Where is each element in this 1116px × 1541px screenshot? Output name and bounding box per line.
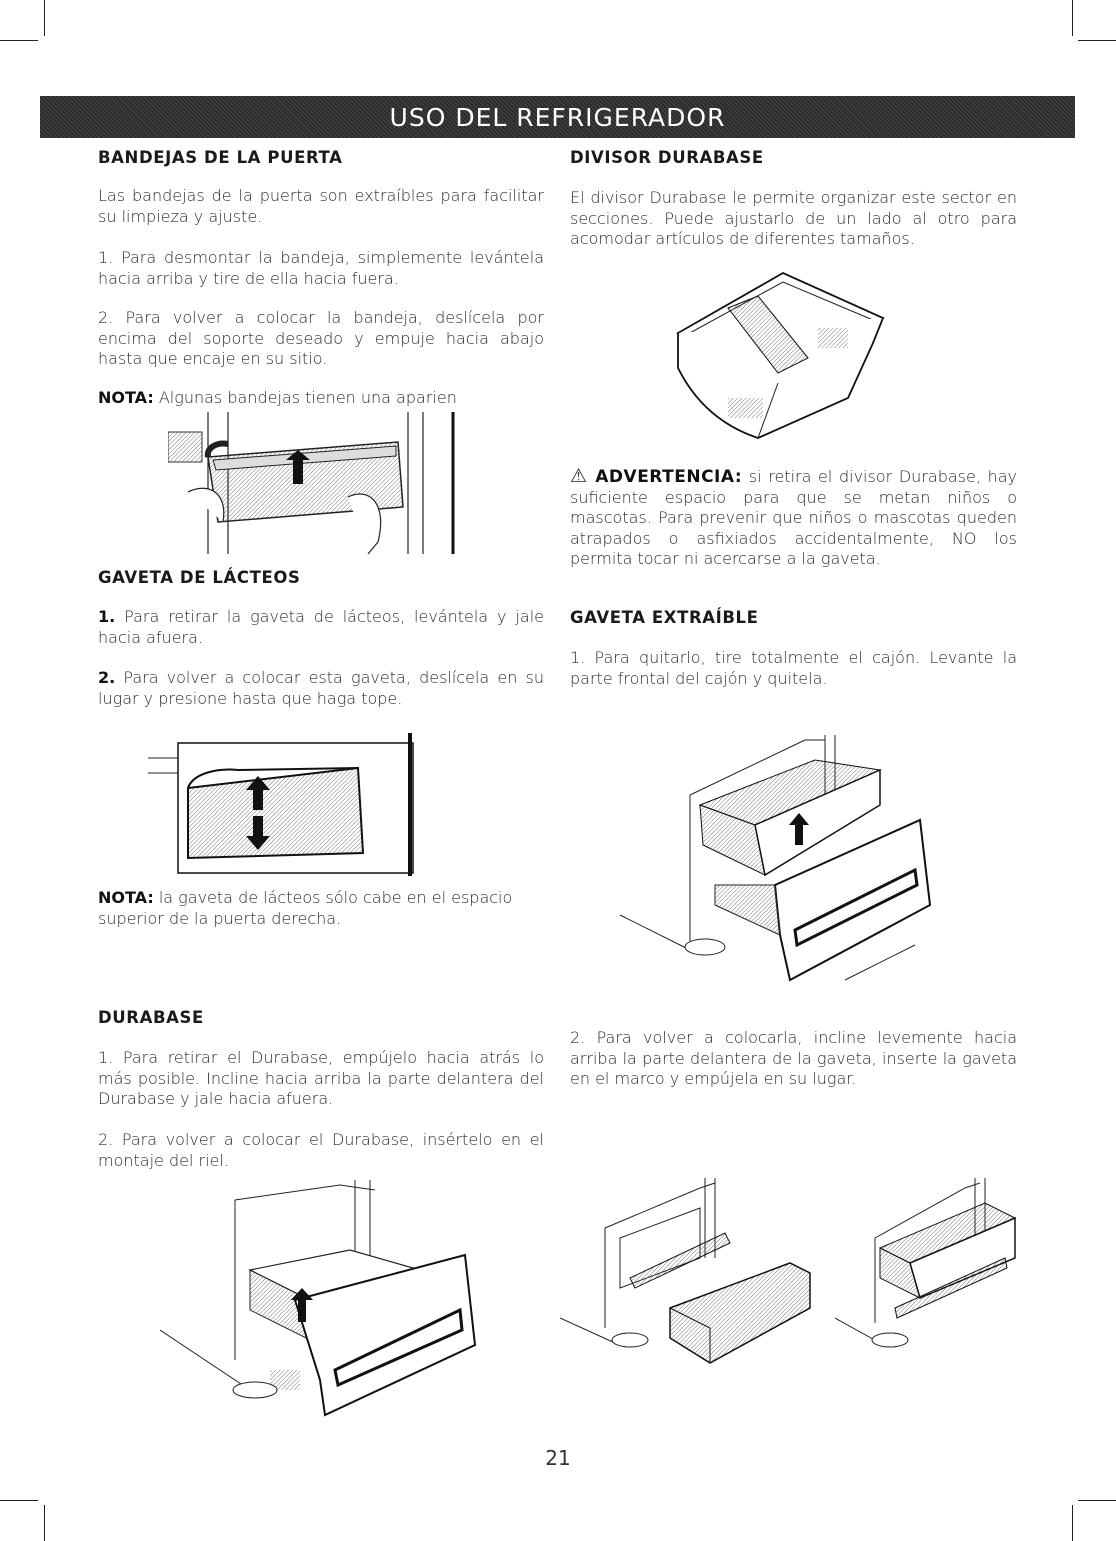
dairy-step1 [98, 607, 544, 648]
drawer-reinsert-figure-1 [560, 1178, 820, 1368]
drawer-step2: 2. Para volver a colocarla, incline levemente hacia arriba la parte delantera de la gaveta, inserte la gaveta en el marco y empújela en su lugar. [570, 1028, 1017, 1088]
door-bins-note [98, 388, 544, 409]
warning-icon: ⚠ [570, 465, 589, 487]
dairy-step2-num: 2. [98, 668, 116, 687]
durabase-step2: 2. Para volver a colocar el Durabase, insértelo en el montaje del riel. [98, 1130, 544, 1170]
dairy-heading: GAVETA DE LÁCTEOS [98, 568, 301, 587]
durabase-step1: 1. Para retirar el Durabase, empújelo hacia atrás lo más posible. Incline hacia arriba la parte delantera del Durabase y jale hacia afuera. [98, 1048, 544, 1108]
door-bins-step2: 2. Para volver a colocar la bandeja, deslícela por encima del soporte deseado y empuje hacia abajo hasta que encaje en su sitio. [98, 308, 544, 368]
warning-text: si retira el divisor Durabase, hay suficiente espacio para que se metan niños o mascotas. Para prevenir que niños o mascotas queden atrapados o asfixiados accidentalmente, NO los permita tocar ni acercarse a la gaveta. [570, 467, 1017, 568]
door-bin-figure [168, 412, 458, 554]
crop-mark [1078, 40, 1116, 41]
door-bins-heading: BANDEJAS DE LA PUERTA [98, 148, 343, 167]
durabase-heading: DURABASE [98, 1008, 204, 1027]
durabase-figure [160, 1180, 480, 1425]
note-label: NOTA: [98, 388, 154, 407]
crop-mark [1078, 1500, 1116, 1501]
dairy-bin-figure [148, 728, 418, 878]
dairy-note-text: la gaveta de lácteos sólo cabe en el espacio superior de la puerta derecha. [98, 888, 513, 928]
dairy-step1-text: Para retirar la gaveta de lácteos, levántela y jale hacia afuera. [98, 607, 544, 647]
crop-mark [44, 1505, 45, 1541]
dairy-step1-num: 1. [98, 607, 116, 626]
drawer-figure [615, 735, 945, 985]
crop-mark [1072, 0, 1073, 36]
banner-title: USO DEL REFRIGERADOR [389, 102, 726, 132]
dairy-note [98, 888, 544, 929]
door-bins-step1: 1. Para desmontar la bandeja, simplemente levántela hacia arriba y tire de ella hacia fuera. [98, 248, 544, 288]
drawer-heading: GAVETA EXTRAÍBLE [570, 608, 759, 627]
dairy-step2-text: Para volver a colocar esta gaveta, deslícela en su lugar y presione hasta que haga tope. [98, 668, 544, 708]
dairy-note-label: NOTA: [98, 888, 154, 907]
crop-mark [44, 0, 45, 36]
drawer-step1: 1. Para quitarlo, tire totalmente el cajón. Levante la parte frontal del cajón y quitela. [570, 648, 1017, 688]
door-bins-intro: Las bandejas de la puerta son extraíbles para facilitar su limpieza y ajuste. [98, 186, 544, 226]
note-text: Algunas bandejas tienen una aparien [158, 388, 457, 407]
divider-text: El divisor Durabase le permite organizar este sector en secciones. Puede ajustarlo de un lado al otro para acomodar artículos de diferentes tamaños. [570, 188, 1017, 248]
crop-mark [1072, 1505, 1073, 1541]
page-number: 21 [545, 1446, 571, 1470]
dairy-step2 [98, 668, 544, 709]
warning-label: ADVERTENCIA: [595, 467, 743, 487]
crop-mark [0, 40, 38, 41]
divider-heading: DIVISOR DURABASE [570, 148, 764, 167]
drawer-reinsert-figure-2 [835, 1178, 1025, 1368]
divider-figure [668, 268, 888, 448]
divider-warning [570, 466, 1017, 570]
crop-mark [0, 1500, 38, 1501]
section-banner [40, 96, 1075, 138]
